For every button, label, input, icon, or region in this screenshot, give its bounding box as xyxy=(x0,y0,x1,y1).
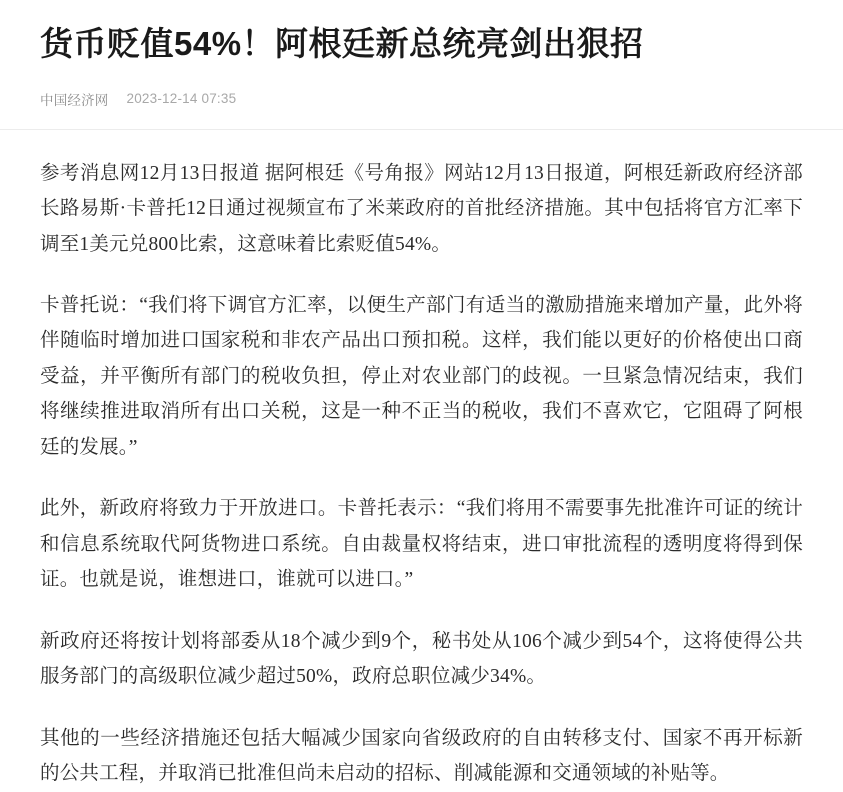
article-paragraph: 其他的一些经济措施还包括大幅减少国家向省级政府的自由转移支付、国家不再开标新的公共工程，并取消已批准但尚未启动的招标、削减能源和交通领域的补贴等。 xyxy=(40,727,803,785)
page-scrollbar[interactable] xyxy=(838,0,843,786)
headline-container xyxy=(0,0,843,71)
page-title: 货币贬值54%！阿根廷新总统亮剑出狠招 xyxy=(40,25,644,62)
article-body xyxy=(0,130,843,792)
article-paragraph: 卡普托说：“我们将下调官方汇率，以便生产部门有适当的激励措施来增加产量，此外将伴随临时增加进口国家税和非农产品出口预扣税。这样，我们能以更好的价格使出口商受益，并平衡所有部门的税收负担，停止对农业部门的歧视。一旦紧急情况结束，我们将继续推进取消所有出口关税，这是一种不正当的税收，我们不喜欢它，它阻碍了阿根廷的发展。” xyxy=(40,295,803,458)
article-paragraph: 参考消息网12月13日报道 据阿根廷《号角报》网站12月13日报道，阿根廷新政府经济部长路易斯·卡普托12日通过视频宣布了米莱政府的首批经济措施。其中包括将官方汇率下调至1美元兑800比索，这意味着比索贬值54%。 xyxy=(40,162,803,255)
article-meta xyxy=(0,71,843,109)
article-paragraph: 新政府还将按计划将部委从18个减少到9个，秘书处从106个减少到54个，这将使得公共服务部门的高级职位减少超过50%，政府总职位减少34%。 xyxy=(40,630,803,688)
article-source: 中国经济网 xyxy=(40,92,109,108)
article-paragraph: 此外，新政府将致力于开放进口。卡普托表示：“我们将用不需要事先批准许可证的统计和信息系统取代阿货物进口系统。自由裁量权将结束，进口审批流程的透明度将得到保证。也就是说，谁想进口，谁就可以进口。” xyxy=(40,498,803,591)
article-timestamp: 2023-12-14 07:35 xyxy=(126,91,237,107)
